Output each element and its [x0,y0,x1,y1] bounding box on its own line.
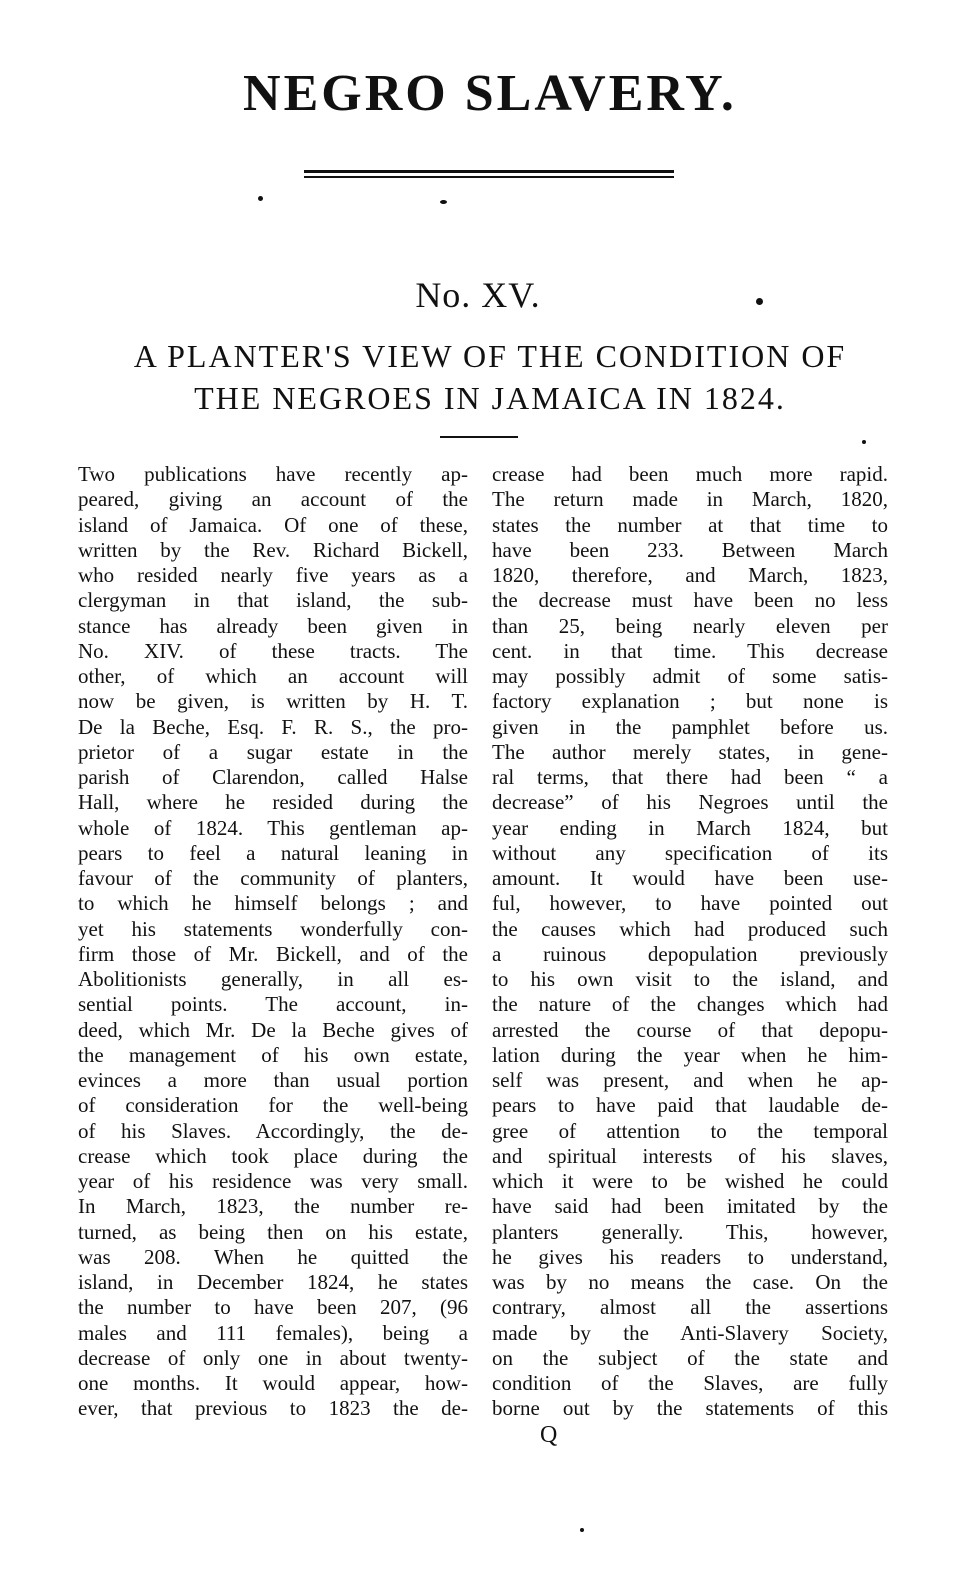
text-line: The author merely states, in gene- [492,739,888,764]
subtitle-line-2: THE NEGROES IN JAMAICA IN 1824. [194,380,786,416]
text-line: prietor of a sugar estate in the [78,739,468,764]
text-line: stance has already been given in [78,613,468,638]
text-line: 1820, therefore, and March, 1823, [492,563,888,587]
text-line: made by the Anti-Slavery Society, [492,1320,888,1345]
page-title: NEGRO SLAVERY. [243,65,737,122]
text-line: was by no means the case. On the [492,1270,888,1294]
text-line: pears to have paid that laudable de- [492,1093,888,1118]
text-line: year of his residence was very small. [78,1169,468,1193]
text-line: which it were to be wished he could [492,1169,888,1193]
text-line: factory explanation ; but none is [492,689,888,714]
text-line: may possibly admit of some satis- [492,664,888,688]
text-line: arrested the course of that depopu- [492,1017,888,1042]
left-column-text [78,462,468,1422]
text-line: the management of his own estate, [78,1042,468,1067]
tract-number: No. XV. [415,275,541,315]
text-line: amount. It would have been use- [492,866,888,890]
text-line: one months. It would appear, how- [78,1371,468,1395]
text-line: a ruinous depopulation previously [492,941,888,966]
signature-mark: Q [540,1422,558,1448]
text-line: ever, that previous to 1823 the de- [78,1396,468,1421]
text-line: Abolitionists generally, in all es- [78,967,468,991]
ink-speck [862,440,866,444]
ink-speck [580,1528,584,1532]
text-line: have said had been imitated by the [492,1194,888,1219]
text-line: No. XIV. of these tracts. The [78,638,468,663]
text-line: to which he himself belongs ; and [78,891,468,916]
text-line: self was present, and when he ap- [492,1068,888,1092]
section-rule [440,436,518,438]
text-line: lation during the year when he him- [492,1042,888,1067]
text-line: written by the Rev. Richard Bickell, [78,537,468,562]
text-line: firm those of Mr. Bickell, and of the [78,941,468,966]
text-line: of his Slaves. Accordingly, the de- [78,1118,468,1143]
text-line: decrease of only one in about twenty- [78,1345,468,1370]
text-line: peared, giving an account of the [78,487,468,512]
text-line: other, of which an account will [78,664,468,688]
text-line: and spiritual interests of his slaves, [492,1143,888,1168]
text-line: turned, as being then on his estate, [78,1219,468,1244]
text-line: The return made in March, 1820, [492,487,888,512]
ink-speck [258,196,263,201]
text-line: on the subject of the state and [492,1345,888,1370]
text-line: than 25, being nearly eleven per [492,613,888,638]
text-line: Two publications have recently ap- [78,462,468,486]
text-line: ral terms, that there had been “ a [492,765,888,789]
right-column-text [492,462,888,1422]
text-line: Hall, where he resided during the [78,790,468,815]
text-line: gree of attention to the temporal [492,1118,888,1143]
subtitle-line-1: A PLANTER'S VIEW OF THE CONDITION OF [133,338,847,374]
text-line: to his own visit to the island, and [492,967,888,991]
text-line: without any specification of its [492,840,888,865]
text-line: deed, which Mr. De la Beche gives of [78,1017,468,1042]
text-line: island, in December 1824, he states [78,1270,468,1294]
text-line: have been 233. Between March [492,537,888,562]
text-line: island of Jamaica. Of one of these, [78,512,468,537]
text-line: given in the pamphlet before us. [492,714,888,739]
text-line: states the number at that time to [492,512,888,537]
text-line: parish of Clarendon, called Halse [78,765,468,789]
text-line: now be given, is written by H. T. [78,689,468,714]
text-line: males and 111 females), being a [78,1320,468,1345]
title-double-rule-top [304,170,674,173]
text-line: clergyman in that island, the sub- [78,588,468,613]
text-line: sential points. The account, in- [78,992,468,1017]
text-line: crease had been much more rapid. [492,462,888,486]
text-line: decrease” of his Negroes until the [492,790,888,815]
text-line: crease which took place during the [78,1143,468,1168]
text-line: the decrease must have been no less [492,588,888,613]
text-line: planters generally. This, however, [492,1219,888,1244]
text-line: the causes which had produced such [492,916,888,941]
text-line: whole of 1824. This gentleman ap- [78,815,468,840]
text-line: ful, however, to have pointed out [492,891,888,916]
text-line: year ending in March 1824, but [492,815,888,840]
text-line: of consideration for the well-being [78,1093,468,1118]
text-line: cent. in that time. This decrease [492,638,888,663]
ink-speck [440,200,447,204]
text-line: the nature of the changes which had [492,992,888,1017]
text-line: condition of the Slaves, are fully [492,1371,888,1395]
text-line: pears to feel a natural leaning in [78,840,468,865]
text-line: contrary, almost all the assertions [492,1295,888,1320]
text-line: evinces a more than usual portion [78,1068,468,1092]
text-line: favour of the community of planters, [78,866,468,890]
text-line: yet his statements wonderfully con- [78,916,468,941]
text-line: was 208. When he quitted the [78,1244,468,1269]
text-line: borne out by the statements of this [492,1396,888,1421]
text-line: De la Beche, Esq. F. R. S., the pro- [78,714,468,739]
text-line: he gives his readers to understand, [492,1244,888,1269]
text-line: In March, 1823, the number re- [78,1194,468,1219]
title-double-rule-bottom [304,176,674,178]
text-line: who resided nearly five years as a [78,563,468,587]
text-line: the number to have been 207, (96 [78,1295,468,1320]
